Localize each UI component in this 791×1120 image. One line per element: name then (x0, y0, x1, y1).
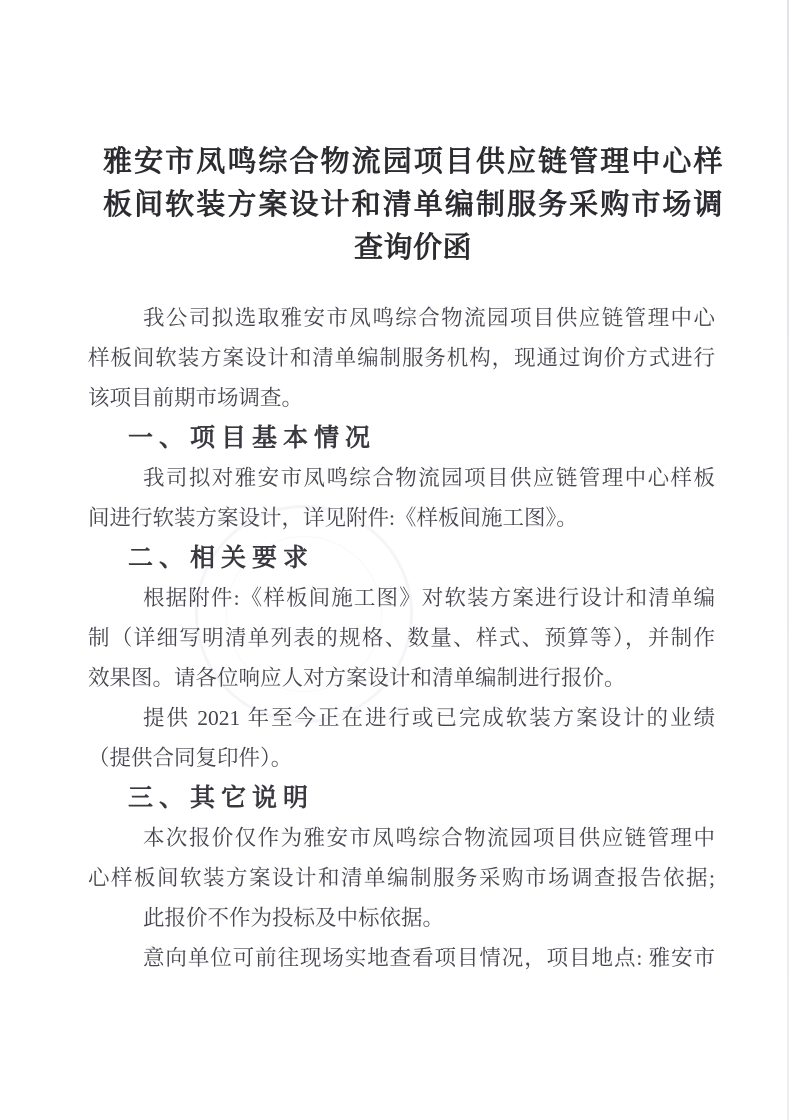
text-line: 根据附件:《样板间施工图》对软装方案进行设计和清单编 (143, 586, 715, 610)
section3-paragraph-2 (88, 898, 715, 938)
text-line: 此报价不作为投标及中标依据。 (143, 906, 445, 930)
section1-paragraph (88, 458, 715, 538)
section3-paragraph-1 (88, 818, 715, 898)
text-line: 效果图。请各位响应人对方案设计和清单编制进行报价。 (88, 666, 626, 690)
section2-paragraph-2 (88, 698, 715, 778)
section-heading-3: 三、其它说明 (128, 784, 315, 812)
text-line: 我公司拟选取雅安市凤鸣综合物流园项目供应链管理中心 (143, 306, 715, 330)
text-line: 意向单位可前往现场实地查看项目情况，项目地点: 雅安市 (143, 946, 715, 970)
title-line-1: 雅安市凤鸣综合物流园项目供应链管理中心样 (103, 146, 723, 178)
section-heading-1: 一、项目基本情况 (128, 424, 377, 452)
text-line: 心样板间软装方案设计和清单编制服务采购市场调查报告依据; (88, 866, 715, 890)
text-line: 提供 2021 年至今正在进行或已完成软装方案设计的业绩 (143, 706, 715, 730)
text-line: 样板间软装方案设计和清单编制服务机构，现通过询价方式进行 (88, 346, 715, 370)
section3-paragraph-3 (88, 938, 715, 978)
text-line: 制（详细写明清单列表的规格、数量、样式、预算等），并制作 (88, 626, 715, 650)
text-line: 该项目前期市场调查。 (88, 386, 304, 410)
section-heading-2: 二、相关要求 (128, 544, 315, 572)
intro-paragraph (88, 298, 715, 418)
text-line: （提供合同复印件）。 (88, 746, 293, 770)
scan-edge-shadow (787, 0, 789, 1120)
text-line: 本次报价仅作为雅安市凤鸣综合物流园项目供应链管理中 (143, 826, 715, 850)
text-line: 我司拟对雅安市凤鸣综合物流园项目供应链管理中心样板 (143, 466, 715, 490)
faint-seal-watermark (195, 505, 413, 723)
document-title (103, 141, 723, 270)
title-line-2: 板间软装方案设计和清单编制服务采购市场调 (103, 189, 723, 221)
text-line: 间进行软装方案设计，详见附件:《样板间施工图》。 (88, 506, 578, 530)
title-line-3: 查询价函 (353, 232, 472, 264)
